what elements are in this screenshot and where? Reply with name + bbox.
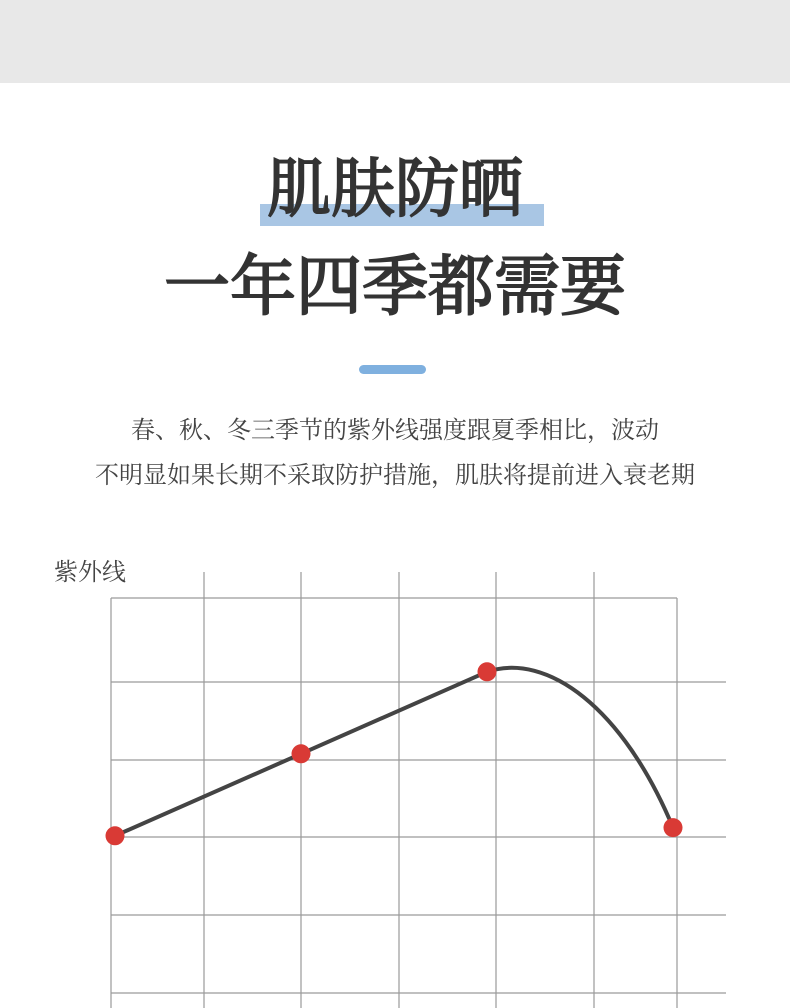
page-title-line-1: 肌肤防晒 xyxy=(267,153,523,227)
page-title-line-2: 一年四季都需要 xyxy=(164,248,626,325)
chart-series-line xyxy=(115,668,673,836)
description-line-2: 不明显如果长期不采取防护措施，肌肤将提前进入衰老期 xyxy=(95,461,695,489)
chart-data-point xyxy=(664,818,683,837)
description-line-1: 春、秋、冬三季节的紫外线强度跟夏季相比，波动 xyxy=(131,416,659,444)
chart-data-point xyxy=(106,826,125,845)
chart-data-point xyxy=(292,744,311,763)
chart-data-point xyxy=(478,662,497,681)
chart-y-axis-label: 紫外线 xyxy=(54,558,126,586)
